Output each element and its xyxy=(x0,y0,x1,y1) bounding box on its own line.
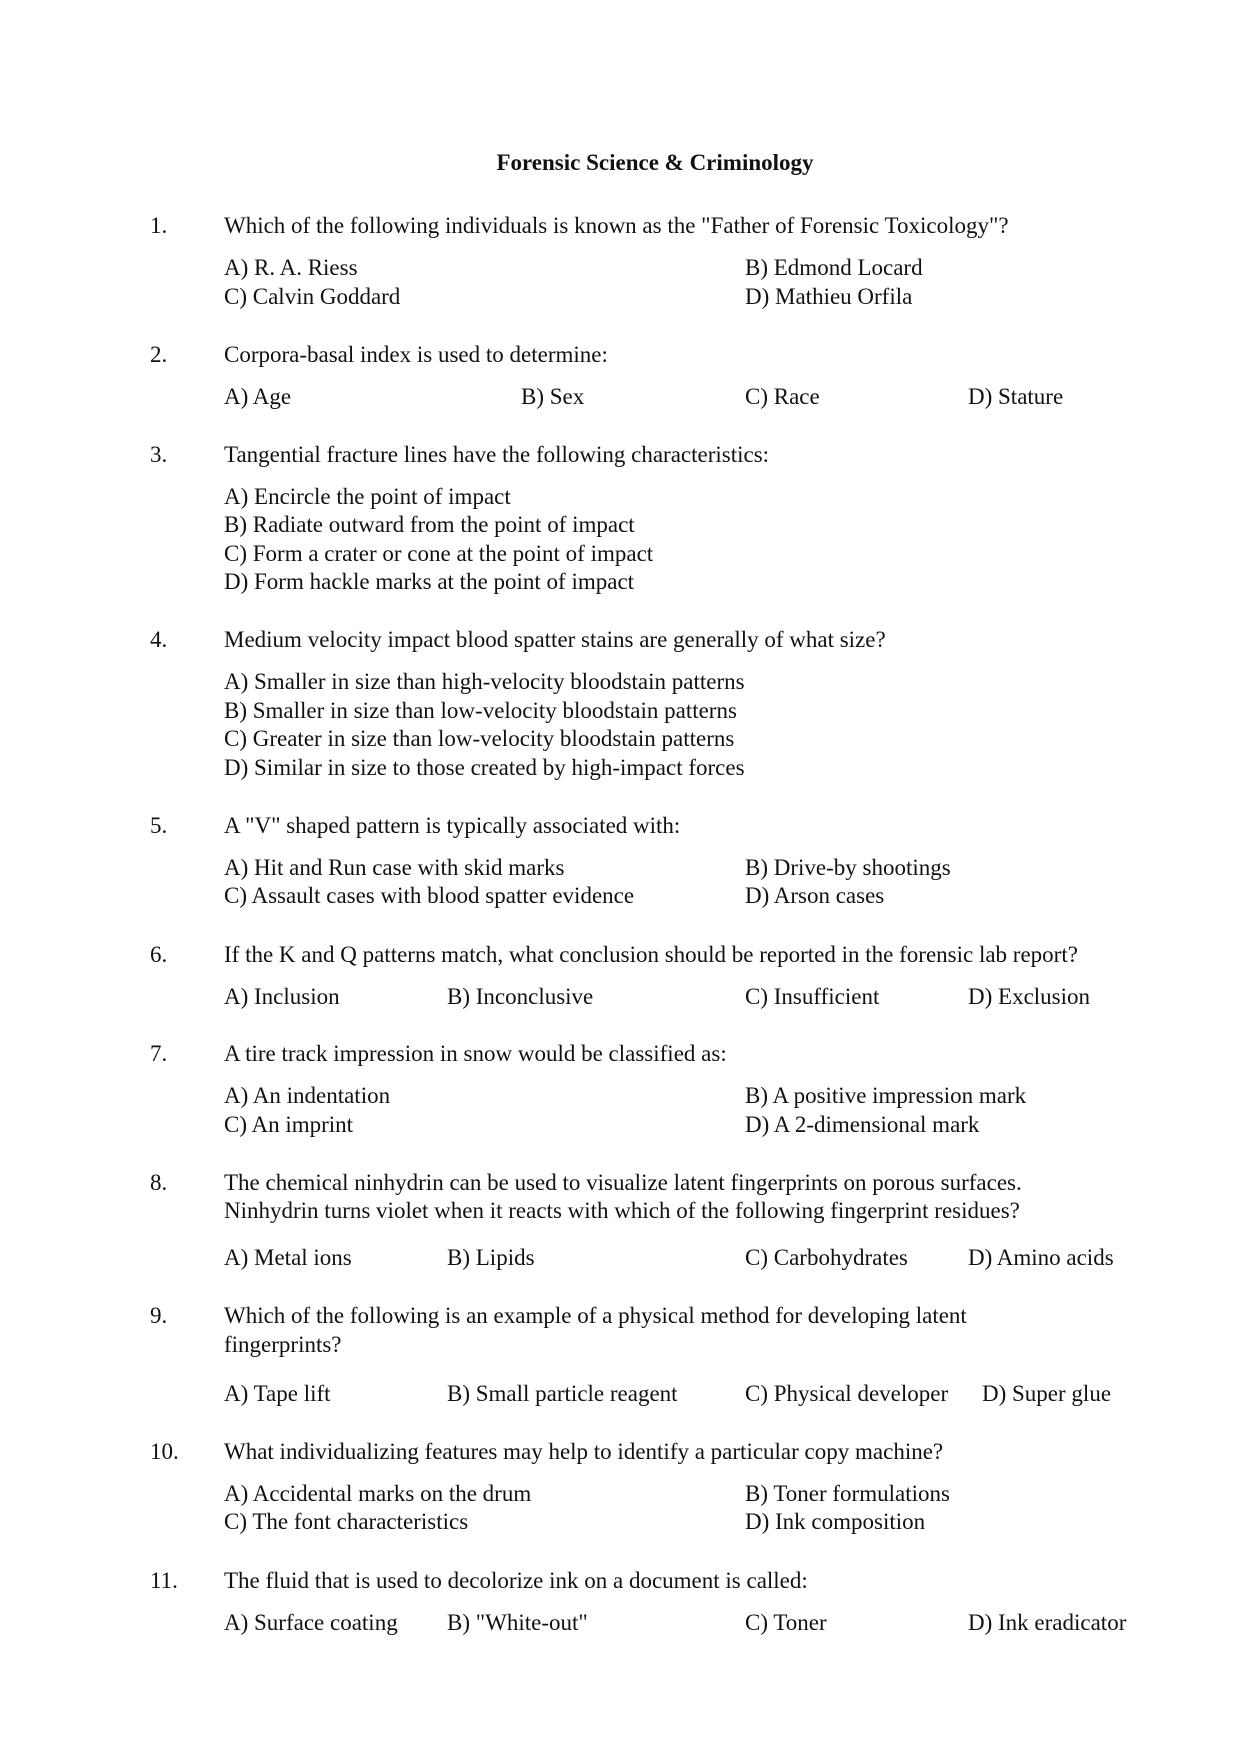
option-c: C) Carbohydrates xyxy=(745,1245,908,1270)
question-text: A "V" shaped pattern is typically associated with: xyxy=(224,813,681,838)
question-text: Which of the following individuals is known as the "Father of Forensic Toxicology"? xyxy=(224,213,1009,238)
option-b: B) Lipids xyxy=(447,1245,535,1270)
option-b: B) Drive-by shootings xyxy=(745,855,951,880)
option-a: A) Metal ions xyxy=(224,1245,352,1270)
option-b: B) Edmond Locard xyxy=(745,255,923,280)
option-d: D) Ink composition xyxy=(745,1509,926,1534)
question-text: A tire track impression in snow would be classified as: xyxy=(224,1041,727,1066)
option-b: B) Toner formulations xyxy=(745,1481,950,1506)
question-number: 10. xyxy=(150,1439,179,1464)
option-d: D) Arson cases xyxy=(745,883,885,908)
question-text: What individualizing features may help to identify a particular copy machine? xyxy=(224,1439,944,1464)
question-number: 4. xyxy=(150,627,168,652)
option-b: B) "White-out" xyxy=(447,1610,588,1635)
option-c: C) Physical developer xyxy=(745,1381,949,1406)
option-c: C) Calvin Goddard xyxy=(224,284,401,309)
option-c: C) Assault cases with blood spatter evidence xyxy=(224,883,635,908)
option-a: A) Inclusion xyxy=(224,984,340,1009)
question-text: If the K and Q patterns match, what conclusion should be reported in the forensic lab report? xyxy=(224,942,1078,967)
option-d: D) Exclusion xyxy=(968,984,1091,1009)
option-b: B) Inconclusive xyxy=(447,984,594,1009)
option-a: A) Encircle the point of impact xyxy=(224,484,511,509)
option-c: C) The font characteristics xyxy=(224,1509,469,1534)
question-number: 2. xyxy=(150,342,168,367)
question-text-line-2: fingerprints? xyxy=(224,1332,342,1357)
option-d: D) Mathieu Orfila xyxy=(745,284,913,309)
option-a: A) Hit and Run case with skid marks xyxy=(224,855,565,880)
option-d: D) Amino acids xyxy=(968,1245,1114,1270)
option-a: A) Tape lift xyxy=(224,1381,331,1406)
option-d: D) Form hackle marks at the point of impact xyxy=(224,569,635,594)
option-a: A) Age xyxy=(224,384,292,409)
option-a: A) Accidental marks on the drum xyxy=(224,1481,532,1506)
option-d: D) Stature xyxy=(968,384,1064,409)
page-title: Forensic Science & Criminology xyxy=(496,150,814,175)
question-number: 3. xyxy=(150,442,168,467)
question-text: The fluid that is used to decolorize ink on a document is called: xyxy=(224,1568,808,1593)
question-number: 11. xyxy=(150,1568,178,1593)
option-a: A) An indentation xyxy=(224,1083,391,1108)
option-c: C) Race xyxy=(745,384,820,409)
question-number: 8. xyxy=(150,1170,168,1195)
question-text: Tangential fracture lines have the following characteristics: xyxy=(224,442,770,467)
question-number: 7. xyxy=(150,1041,168,1066)
option-c: C) Greater in size than low-velocity bloodstain patterns xyxy=(224,726,735,751)
question-number: 9. xyxy=(150,1303,168,1328)
question-number: 6. xyxy=(150,942,168,967)
option-a: A) Surface coating xyxy=(224,1610,398,1635)
option-b: B) A positive impression mark xyxy=(745,1083,1027,1108)
option-d: D) Similar in size to those created by high-impact forces xyxy=(224,755,745,780)
question-number: 5. xyxy=(150,813,168,838)
question-text-line-2: Ninhydrin turns violet when it reacts with which of the following fingerprint residues? xyxy=(224,1198,1020,1223)
option-b: B) Radiate outward from the point of impact xyxy=(224,512,635,537)
option-c: C) Form a crater or cone at the point of impact xyxy=(224,541,654,566)
option-d: D) Ink eradicator xyxy=(968,1610,1127,1635)
option-a: A) R. A. Riess xyxy=(224,255,358,280)
question-text: Medium velocity impact blood spatter stains are generally of what size? xyxy=(224,627,886,652)
option-b: B) Small particle reagent xyxy=(447,1381,678,1406)
question-number: 1. xyxy=(150,213,168,238)
option-a: A) Smaller in size than high-velocity bloodstain patterns xyxy=(224,669,745,694)
option-b: B) Smaller in size than low-velocity bloodstain patterns xyxy=(224,698,737,723)
option-c: C) Insufficient xyxy=(745,984,880,1009)
option-d: D) A 2-dimensional mark xyxy=(745,1112,980,1137)
option-b: B) Sex xyxy=(521,384,585,409)
option-c: C) Toner xyxy=(745,1610,827,1635)
question-text: Corpora-basal index is used to determine: xyxy=(224,342,608,367)
option-d: D) Super glue xyxy=(982,1381,1112,1406)
option-c: C) An imprint xyxy=(224,1112,354,1137)
question-text-line-1: The chemical ninhydrin can be used to visualize latent fingerprints on porous surfaces. xyxy=(224,1170,1022,1195)
question-text-line-1: Which of the following is an example of a physical method for developing latent xyxy=(224,1303,967,1328)
